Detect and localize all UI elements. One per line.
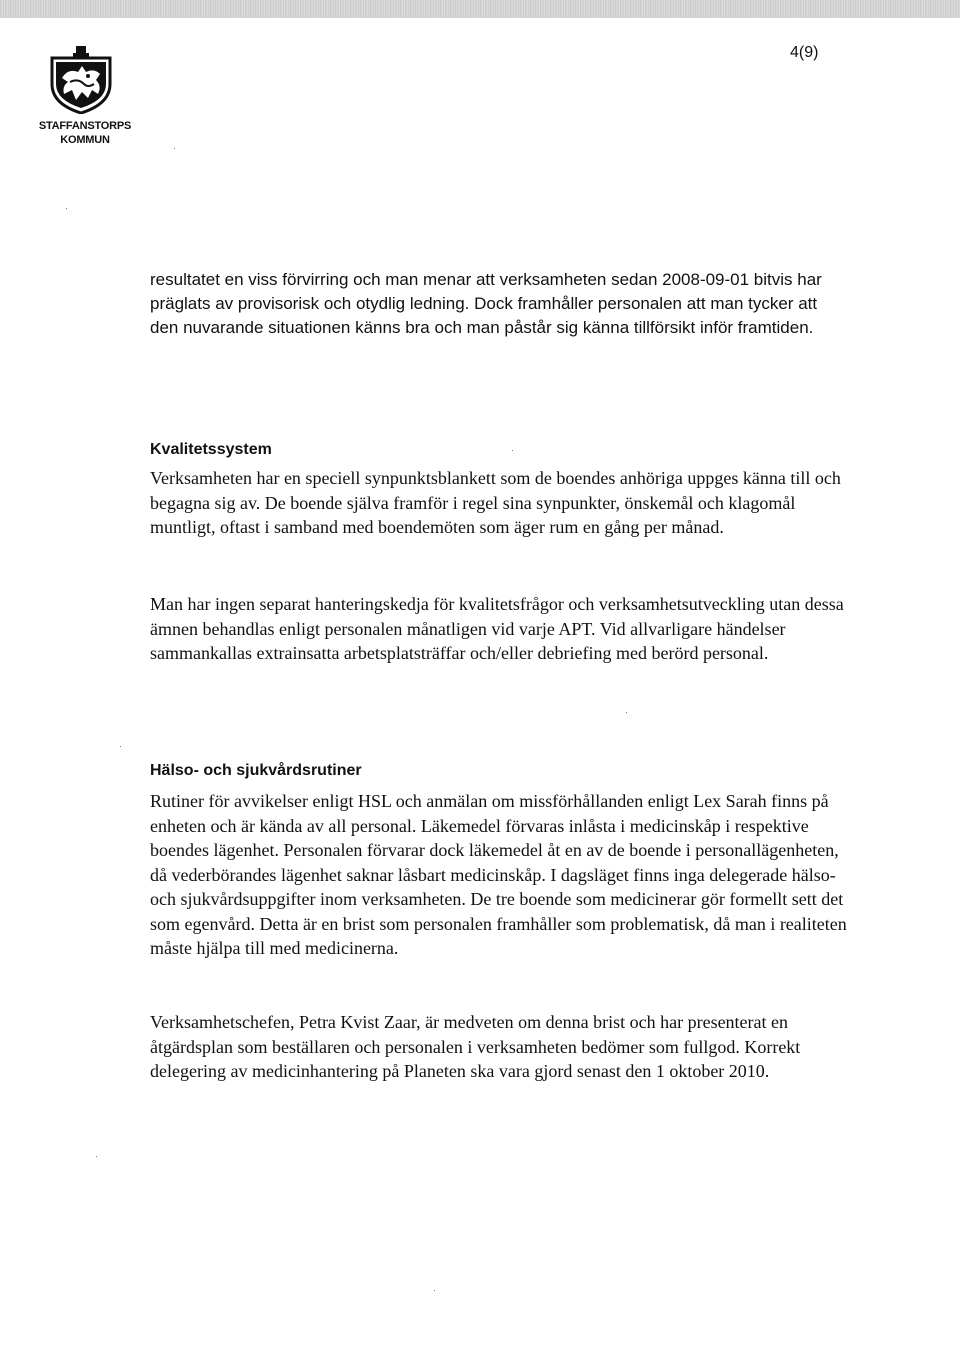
- halso-paragraph-2: Verksamhetschefen, Petra Kvist Zaar, är medveten om denna brist och har presenterat en åtgärdsplan som beställaren och personalen i verksamheten bedömer som fullgod. Korrekt delegering av medicinhantering på Planeten ska vara gjord senast den 1 oktober 2010.: [150, 1012, 801, 1081]
- intro-paragraph: resultatet en viss förvirring och man menar att verksamheten sedan 2008-09-01 bitvis har präglats av provisorisk och otydlig ledning. Dock framhåller personalen att man tycker att den nuvarande situationen känns bra och man påstår sig känna tillförsikt inför framtiden.: [150, 270, 822, 337]
- kvalitetssystem-paragraph-2: Man har ingen separat hanteringskedja för kvalitetsfrågor och verksamhetsutveckling utan dessa ämnen behandlas enligt personalen månatligen vid varje APT. Vid allvarligare händelser sammankallas extrainsatta arbetsplatsträffar och/eller debriefing med berörd personal.: [150, 594, 844, 663]
- scan-speck: [174, 148, 175, 149]
- halso-paragraph-1: Rutiner för avvikelser enligt HSL och anmälan om missförhållanden enligt Lex Sarah finns på enheten och är kända av all personal. Läkemedel förvaras inlåsta i medicinskåp i respektive boendes lägenhet. Personalen förvarar dock läkemedel åt en av de boende i personallägenheten, då vederbörandes lägenhet saknar låsbart medicinskåp. I dagsläget finns inga delegerade hälso- och sjukvårdsuppgifter inom verksamheten. De tre boende som medicinerar gör formellt sett det som egenvård. Detta är en brist som personalen framhåller som problematisk, då man i realiteten måste hjälpa till med medicinerna.: [150, 791, 847, 958]
- page-number: 4(9): [790, 44, 819, 61]
- municipality-name-line1: STAFFANSTORPS: [38, 120, 132, 132]
- scan-speck: [96, 1156, 97, 1157]
- scan-speck: [66, 208, 67, 209]
- scan-edge-artifact: [0, 0, 960, 18]
- section-heading-halso-sjukvard: Hälso- och sjukvårdsrutiner: [150, 762, 362, 779]
- municipality-name-line2: KOMMUN: [60, 134, 110, 146]
- scan-speck: [434, 1290, 435, 1291]
- kvalitetssystem-paragraph-1: Verksamheten har en speciell synpunktsblankett som de boendes anhöriga uppges känna till och begagna sig av. De boende själva framför i regel sina synpunkter, önskemål och klagomål muntligt, oftast i samband med boendemöten som äger rum en gång per månad.: [150, 468, 841, 537]
- scan-speck: [512, 450, 513, 451]
- section-heading-kvalitetssystem: Kvalitetssystem: [150, 441, 272, 458]
- municipality-name: [30, 119, 140, 147]
- griffin-crest-icon: [48, 44, 114, 114]
- scan-speck: [120, 746, 121, 747]
- scan-speck: [626, 712, 627, 713]
